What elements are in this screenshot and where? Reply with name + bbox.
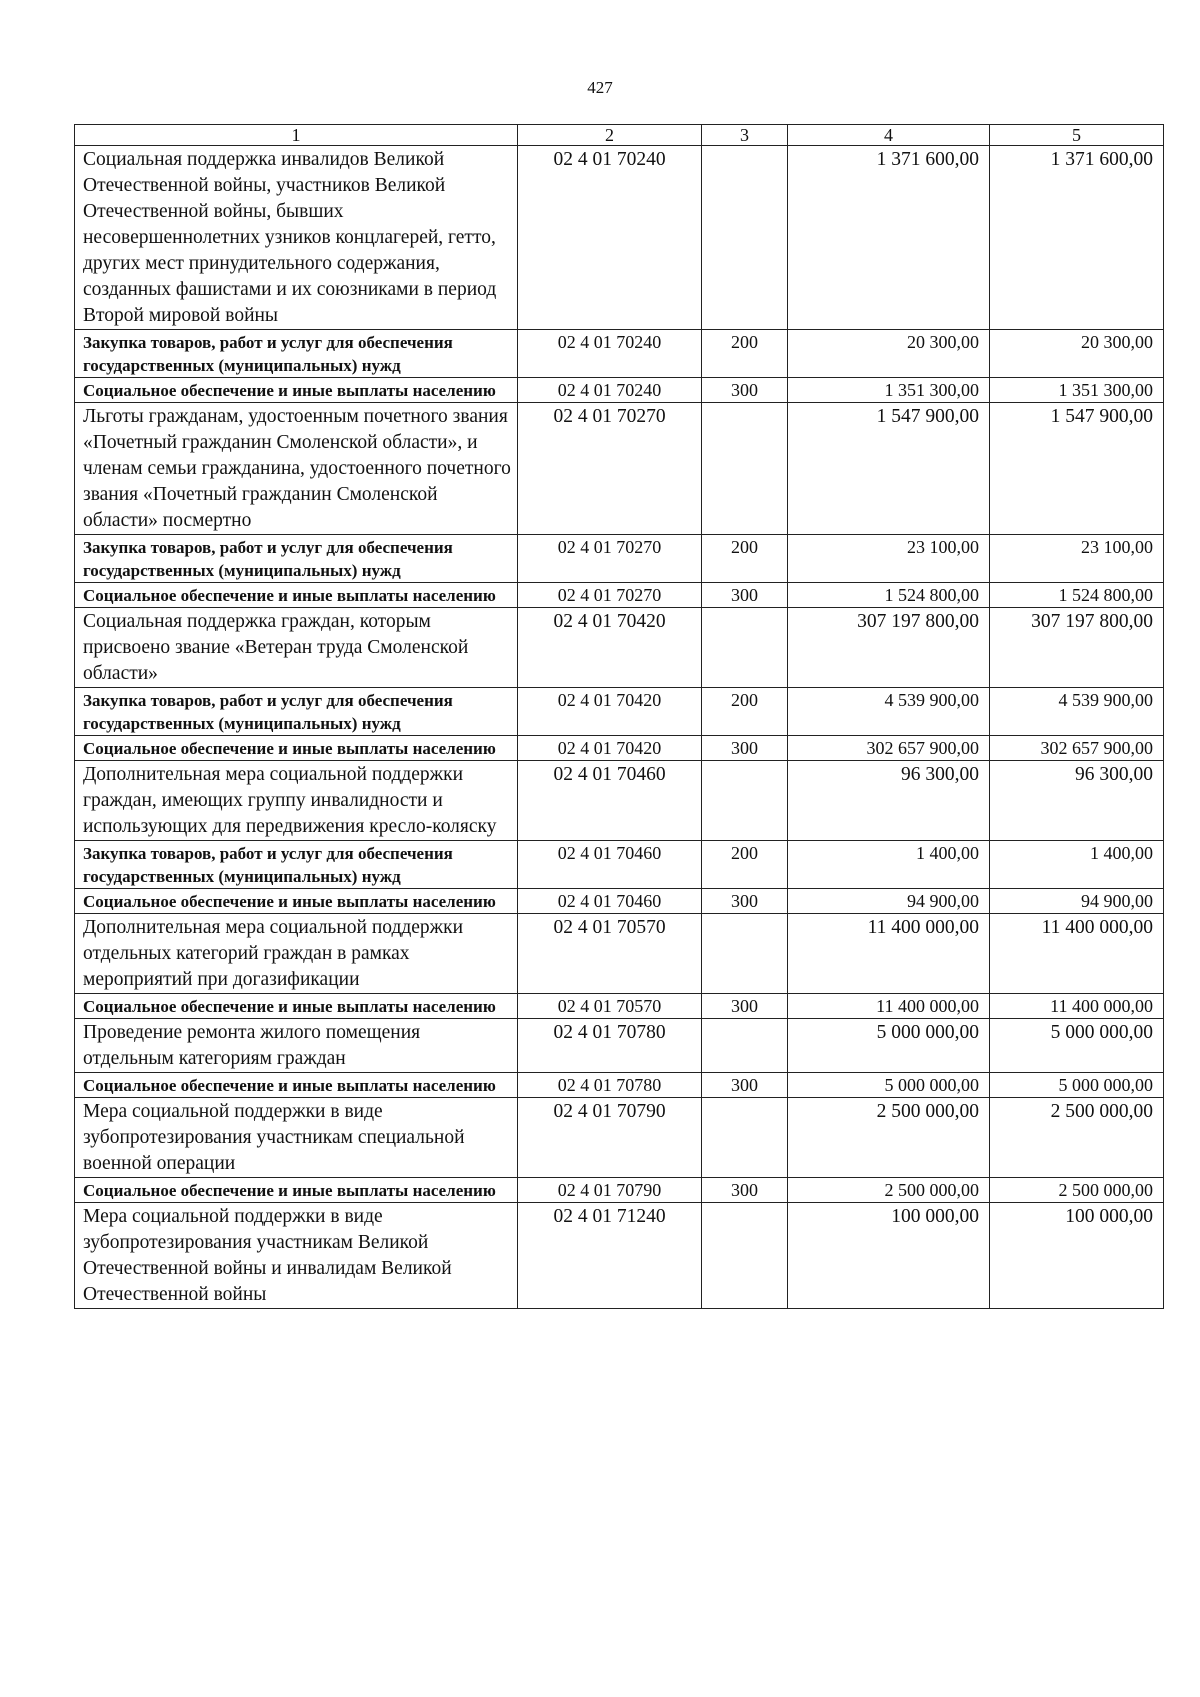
- budget-table: [74, 124, 1164, 1309]
- row-expense-type-cell: 200: [702, 841, 788, 889]
- table-row: [75, 736, 1164, 761]
- row-code-cell: 02 4 01 70420: [518, 736, 702, 761]
- row-name-cell: Социальное обеспечение и иные выплаты населению: [75, 889, 518, 914]
- row-name-cell: Социальное обеспечение и иные выплаты населению: [75, 1073, 518, 1098]
- column-header-3: 3: [702, 125, 788, 146]
- table-row: [75, 1203, 1164, 1309]
- row-amount-1-cell: 1 400,00: [788, 841, 990, 889]
- row-name-cell: Мера социальной поддержки в виде зубопротезирования участникам Великой Отечественной войны и инвалидам Великой Отечественной войны: [75, 1203, 518, 1309]
- row-amount-2-cell: 23 100,00: [990, 535, 1164, 583]
- row-expense-type-cell: 300: [702, 994, 788, 1019]
- row-amount-1-cell: 4 539 900,00: [788, 688, 990, 736]
- row-expense-type-cell: [702, 1203, 788, 1309]
- row-amount-2-cell: 4 539 900,00: [990, 688, 1164, 736]
- row-amount-2-cell: 1 524 800,00: [990, 583, 1164, 608]
- row-amount-1-cell: 2 500 000,00: [788, 1178, 990, 1203]
- table-row: [75, 1178, 1164, 1203]
- row-expense-type-cell: 300: [702, 736, 788, 761]
- row-code-cell: 02 4 01 70270: [518, 535, 702, 583]
- table-row: [75, 1073, 1164, 1098]
- row-amount-2-cell: 11 400 000,00: [990, 914, 1164, 994]
- row-expense-type-cell: [702, 761, 788, 841]
- table-row: [75, 535, 1164, 583]
- row-expense-type-cell: [702, 608, 788, 688]
- row-amount-1-cell: 96 300,00: [788, 761, 990, 841]
- row-amount-1-cell: 1 351 300,00: [788, 378, 990, 403]
- row-name-cell: Льготы гражданам, удостоенным почетного звания «Почетный гражданин Смоленской области», и членам семьи гражданина, удостоенного почетного звания «Почетный гражданин Смоленской области» посмертно: [75, 403, 518, 535]
- row-name-cell: Социальная поддержка граждан, которым присвоено звание «Ветеран труда Смоленской области»: [75, 608, 518, 688]
- budget-table-body: [75, 125, 1164, 1309]
- row-amount-2-cell: 5 000 000,00: [990, 1019, 1164, 1073]
- row-amount-2-cell: 307 197 800,00: [990, 608, 1164, 688]
- row-name-cell: Дополнительная мера социальной поддержки отдельных категорий граждан в рамках мероприятий при догазификации: [75, 914, 518, 994]
- row-expense-type-cell: 300: [702, 1178, 788, 1203]
- row-amount-2-cell: 20 300,00: [990, 330, 1164, 378]
- row-amount-2-cell: 2 500 000,00: [990, 1178, 1164, 1203]
- row-name-cell: Закупка товаров, работ и услуг для обеспечения государственных (муниципальных) нужд: [75, 535, 518, 583]
- row-code-cell: 02 4 01 70270: [518, 403, 702, 535]
- row-expense-type-cell: [702, 146, 788, 330]
- row-amount-1-cell: 2 500 000,00: [788, 1098, 990, 1178]
- page-number: 427: [587, 78, 613, 97]
- row-name-cell: Мера социальной поддержки в виде зубопротезирования участникам специальной военной операции: [75, 1098, 518, 1178]
- row-code-cell: 02 4 01 70240: [518, 146, 702, 330]
- row-name-cell: Закупка товаров, работ и услуг для обеспечения государственных (муниципальных) нужд: [75, 841, 518, 889]
- column-header-4: 4: [788, 125, 990, 146]
- row-name-cell: Социальное обеспечение и иные выплаты населению: [75, 736, 518, 761]
- row-code-cell: 02 4 01 70790: [518, 1098, 702, 1178]
- row-expense-type-cell: 200: [702, 688, 788, 736]
- table-row: [75, 403, 1164, 535]
- row-amount-2-cell: 5 000 000,00: [990, 1073, 1164, 1098]
- row-code-cell: 02 4 01 70240: [518, 330, 702, 378]
- row-amount-2-cell: 1 351 300,00: [990, 378, 1164, 403]
- table-row: [75, 583, 1164, 608]
- row-amount-1-cell: 1 524 800,00: [788, 583, 990, 608]
- row-expense-type-cell: [702, 914, 788, 994]
- row-code-cell: 02 4 01 71240: [518, 1203, 702, 1309]
- row-amount-2-cell: 96 300,00: [990, 761, 1164, 841]
- row-code-cell: 02 4 01 70460: [518, 761, 702, 841]
- row-amount-1-cell: 94 900,00: [788, 889, 990, 914]
- row-expense-type-cell: 200: [702, 535, 788, 583]
- column-number-row: [75, 125, 1164, 146]
- row-amount-1-cell: 302 657 900,00: [788, 736, 990, 761]
- table-row: [75, 378, 1164, 403]
- row-name-cell: Социальное обеспечение и иные выплаты населению: [75, 1178, 518, 1203]
- row-code-cell: 02 4 01 70570: [518, 994, 702, 1019]
- row-code-cell: 02 4 01 70240: [518, 378, 702, 403]
- row-code-cell: 02 4 01 70460: [518, 841, 702, 889]
- row-code-cell: 02 4 01 70780: [518, 1073, 702, 1098]
- table-row: [75, 761, 1164, 841]
- row-code-cell: 02 4 01 70460: [518, 889, 702, 914]
- row-amount-2-cell: 2 500 000,00: [990, 1098, 1164, 1178]
- row-code-cell: 02 4 01 70420: [518, 608, 702, 688]
- table-row: [75, 889, 1164, 914]
- row-amount-2-cell: 11 400 000,00: [990, 994, 1164, 1019]
- row-expense-type-cell: 300: [702, 889, 788, 914]
- table-row: [75, 1098, 1164, 1178]
- row-amount-1-cell: 307 197 800,00: [788, 608, 990, 688]
- row-amount-1-cell: 11 400 000,00: [788, 914, 990, 994]
- row-expense-type-cell: [702, 1098, 788, 1178]
- row-code-cell: 02 4 01 70270: [518, 583, 702, 608]
- row-expense-type-cell: [702, 403, 788, 535]
- row-expense-type-cell: 300: [702, 378, 788, 403]
- row-amount-1-cell: 5 000 000,00: [788, 1019, 990, 1073]
- table-row: [75, 1019, 1164, 1073]
- row-name-cell: Социальное обеспечение и иные выплаты населению: [75, 994, 518, 1019]
- column-header-1: 1: [75, 125, 518, 146]
- row-name-cell: Социальное обеспечение и иные выплаты населению: [75, 583, 518, 608]
- row-amount-1-cell: 23 100,00: [788, 535, 990, 583]
- row-amount-1-cell: 11 400 000,00: [788, 994, 990, 1019]
- table-row: [75, 688, 1164, 736]
- row-amount-2-cell: 100 000,00: [990, 1203, 1164, 1309]
- row-amount-2-cell: 1 371 600,00: [990, 146, 1164, 330]
- row-amount-2-cell: 1 547 900,00: [990, 403, 1164, 535]
- table-row: [75, 841, 1164, 889]
- table-row: [75, 914, 1164, 994]
- row-code-cell: 02 4 01 70570: [518, 914, 702, 994]
- table-row: [75, 994, 1164, 1019]
- column-header-2: 2: [518, 125, 702, 146]
- row-code-cell: 02 4 01 70780: [518, 1019, 702, 1073]
- row-expense-type-cell: 300: [702, 1073, 788, 1098]
- table-row: [75, 330, 1164, 378]
- table-row: [75, 608, 1164, 688]
- row-amount-1-cell: 100 000,00: [788, 1203, 990, 1309]
- row-amount-2-cell: 94 900,00: [990, 889, 1164, 914]
- row-amount-2-cell: 302 657 900,00: [990, 736, 1164, 761]
- row-name-cell: Закупка товаров, работ и услуг для обеспечения государственных (муниципальных) нужд: [75, 688, 518, 736]
- row-code-cell: 02 4 01 70420: [518, 688, 702, 736]
- row-amount-2-cell: 1 400,00: [990, 841, 1164, 889]
- table-row: [75, 146, 1164, 330]
- row-name-cell: Социальная поддержка инвалидов Великой Отечественной войны, участников Великой Отечественной войны, бывших несовершеннолетних узников концлагерей, гетто, других мест принудительного содержания, созданных фашистами и их союзниками в период Второй мировой войны: [75, 146, 518, 330]
- row-amount-1-cell: 1 547 900,00: [788, 403, 990, 535]
- row-name-cell: Дополнительная мера социальной поддержки граждан, имеющих группу инвалидности и использующих для передвижения кресло-коляску: [75, 761, 518, 841]
- row-code-cell: 02 4 01 70790: [518, 1178, 702, 1203]
- row-expense-type-cell: [702, 1019, 788, 1073]
- row-name-cell: Проведение ремонта жилого помещения отдельным категориям граждан: [75, 1019, 518, 1073]
- row-amount-1-cell: 20 300,00: [788, 330, 990, 378]
- row-expense-type-cell: 200: [702, 330, 788, 378]
- row-amount-1-cell: 1 371 600,00: [788, 146, 990, 330]
- row-expense-type-cell: 300: [702, 583, 788, 608]
- column-header-5: 5: [990, 125, 1164, 146]
- row-name-cell: Закупка товаров, работ и услуг для обеспечения государственных (муниципальных) нужд: [75, 330, 518, 378]
- row-name-cell: Социальное обеспечение и иные выплаты населению: [75, 378, 518, 403]
- row-amount-1-cell: 5 000 000,00: [788, 1073, 990, 1098]
